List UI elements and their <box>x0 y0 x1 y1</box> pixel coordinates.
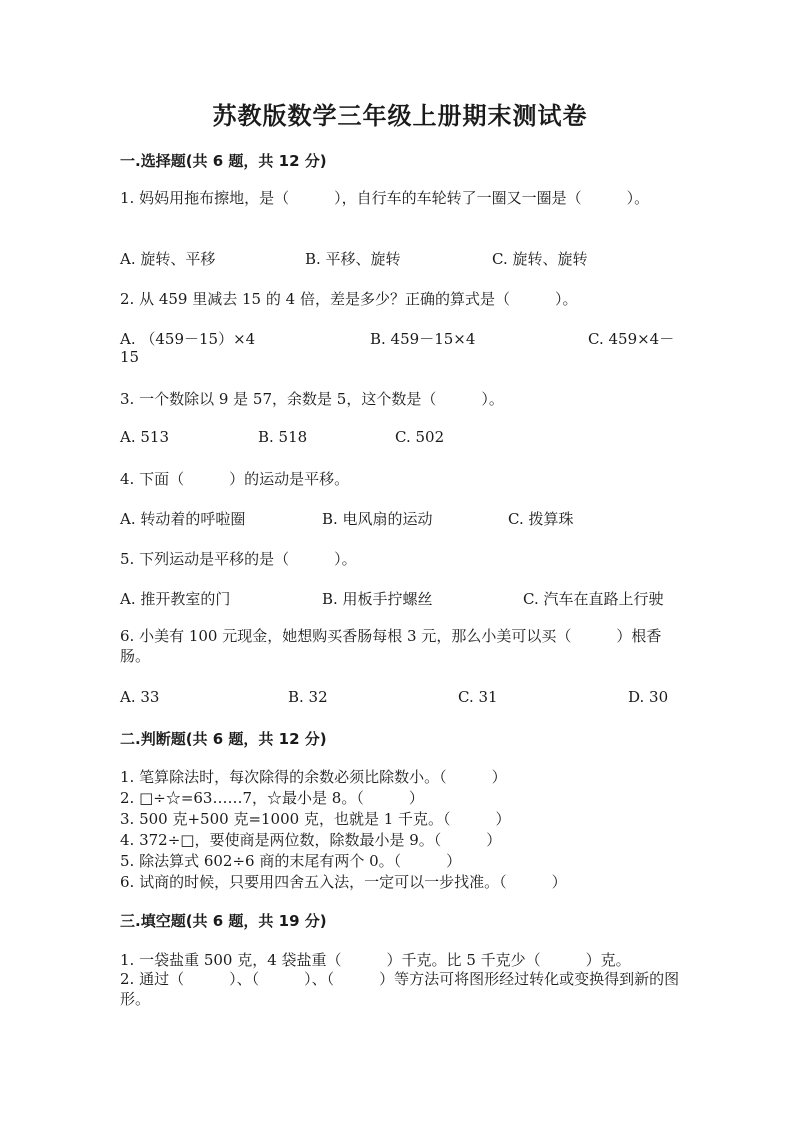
question-6: 6. 小美有 100 元现金，她想购买香肠每根 3 元，那么小美可以买（ ）根香肠。 <box>120 627 662 665</box>
q5-option-b: B. 用板手拧螺丝 <box>322 590 433 608</box>
q6-option-c: C. 31 <box>458 688 498 706</box>
q6-option-a: A. 33 <box>120 688 160 706</box>
judgement-item-3: 3. 500 克+500 克=1000 克，也就是 1 千克。（ ） <box>120 810 511 828</box>
question-3: 3. 一个数除以 9 是 57，余数是 5，这个数是（ ）。 <box>120 390 504 408</box>
question-5: 5. 下列运动是平移的是（ ）。 <box>120 550 357 568</box>
question-2: 2. 从 459 里减去 15 的 4 倍，差是多少？正确的算式是（ ）。 <box>120 290 578 308</box>
q1-option-a: A. 旋转、平移 <box>120 250 216 268</box>
q5-option-c: C. 汽车在直路上行驶 <box>523 590 664 608</box>
section-heading-fill-blank: 三.填空题(共 6 题，共 19 分) <box>120 912 327 930</box>
fill-item-2: 2. 通过（ ）、（ ）、（ ）等方法可将图形经过转化或变换得到新的图形。 <box>120 970 680 1008</box>
q6-option-b: B. 32 <box>288 688 328 706</box>
question-1: 1. 妈妈用拖布擦地，是（ ），自行车的车轮转了一圈又一圈是（ ）。 <box>120 189 650 207</box>
q3-option-c: C. 502 <box>395 428 445 446</box>
exam-title: 苏教版数学三年级上册期末测试卷 <box>212 102 588 130</box>
q5-option-a: A. 推开教室的门 <box>120 590 231 608</box>
q4-option-b: B. 电风扇的运动 <box>322 510 433 528</box>
judgement-item-6: 6. 试商的时候，只要用四舍五入法，一定可以一步找准。（ ） <box>120 873 567 891</box>
section-heading-choice: 一.选择题(共 6 题，共 12 分) <box>120 152 327 170</box>
question-4: 4. 下面（ ）的运动是平移。 <box>120 470 350 488</box>
q2-option-c: C. 459×4－ <box>588 330 675 348</box>
q6-option-d: D. 30 <box>628 688 669 706</box>
q2-option-b: B. 459－15×4 <box>370 330 476 348</box>
section-heading-judgement: 二.判断题(共 6 题，共 12 分) <box>120 730 327 748</box>
judgement-item-1: 1. 笔算除法时，每次除得的余数必须比除数小。（ ） <box>120 768 507 786</box>
judgement-item-2: 2. □÷☆=63……7，☆最小是 8。（ ） <box>120 789 424 807</box>
q2-option-c-continued: 15 <box>120 348 140 366</box>
q3-option-a: A. 513 <box>120 428 169 446</box>
fill-item-1: 1. 一袋盐重 500 克，4 袋盐重（ ）千克。比 5 千克少（ ）克。 <box>120 951 631 969</box>
q2-option-a: A. （459－15）×4 <box>120 330 256 348</box>
q1-option-c: C. 旋转、旋转 <box>492 250 588 268</box>
q4-option-c: C. 拨算珠 <box>508 510 574 528</box>
judgement-item-5: 5. 除法算式 602÷6 商的末尾有两个 0。（ ） <box>120 852 462 870</box>
q3-option-b: B. 518 <box>258 428 308 446</box>
judgement-item-4: 4. 372÷□，要使商是两位数，除数最小是 9。（ ） <box>120 831 502 849</box>
q1-option-b: B. 平移、旋转 <box>305 250 401 268</box>
q4-option-a: A. 转动着的呼啦圈 <box>120 510 246 528</box>
